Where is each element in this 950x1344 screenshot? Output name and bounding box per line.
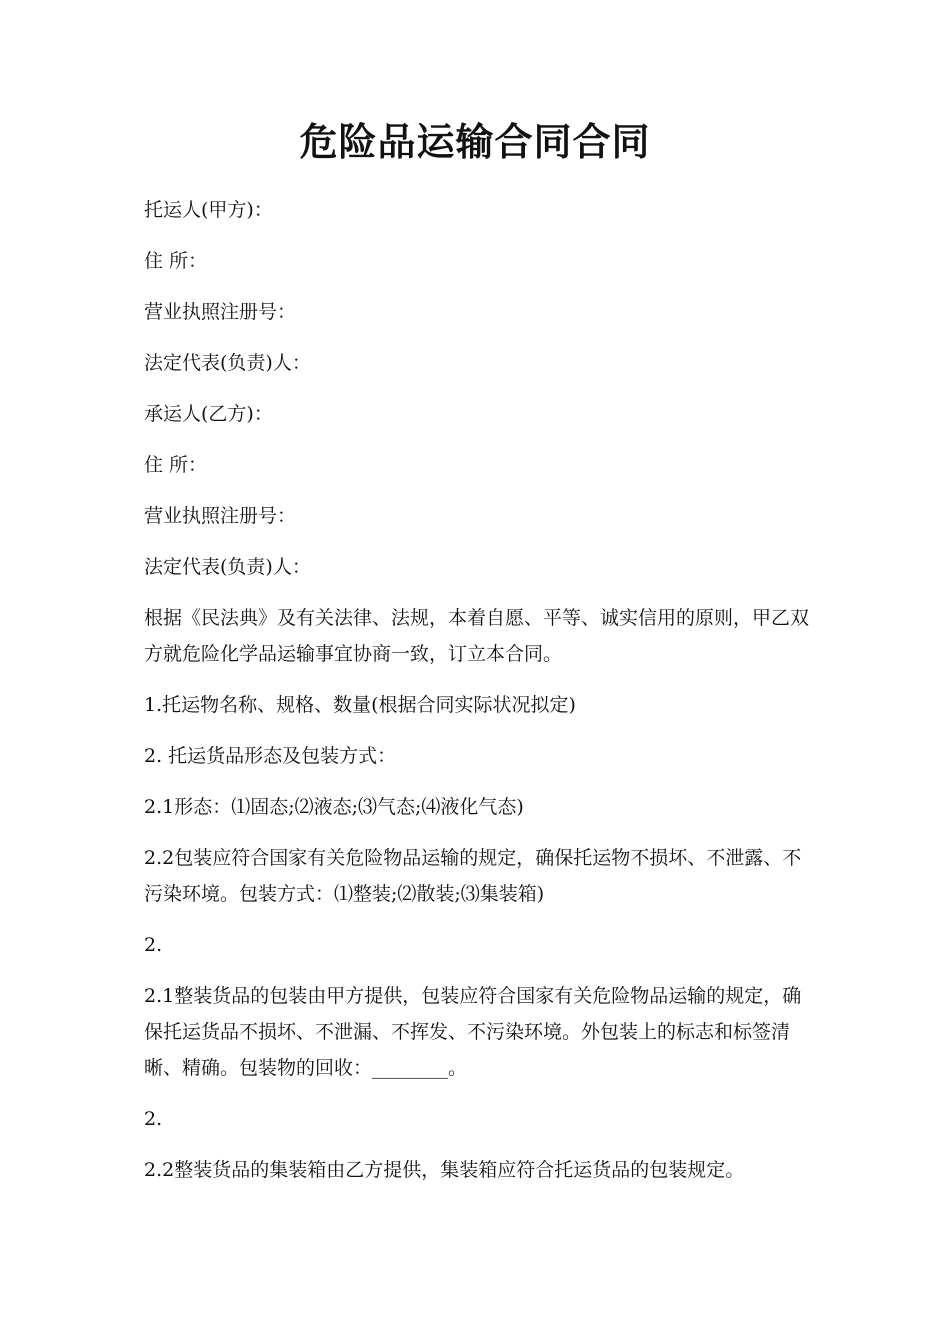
shipper-license-field: 营业执照注册号： <box>144 301 297 323</box>
carrier-representative-field: 法定代表(负责)人： <box>144 556 311 578</box>
preamble-paragraph: 根据《民法典》及有关法律、法规，本着自愿、平等、诚实信用的原则，甲乙双方就危险化学品运输事宜协商一致，订立本合同。 <box>144 607 810 665</box>
clause-2-2-container: 2.2整装货品的集装箱由乙方提供，集装箱应符合托运货品的包装规定。 <box>144 1159 745 1181</box>
clause-2: 2. 托运货品形态及包装方式： <box>144 745 397 767</box>
clause-1: 1.托运物名称、规格、数量(根据合同实际状况拟定) <box>144 694 576 716</box>
shipper-representative-field: 法定代表(负责)人： <box>144 352 311 374</box>
carrier-license-field: 营业执照注册号： <box>144 505 297 527</box>
carrier-address-field: 住 所： <box>144 454 208 476</box>
clause-2-2: 2.2包装应符合国家有关危险物品运输的规定，确保托运物不损坏、不泄露、不污染环境。包装方式：⑴整装;⑵散装;⑶集装箱) <box>144 847 802 905</box>
document-body <box>144 192 810 1203</box>
clause-2-marker-b: 2. <box>144 1108 163 1130</box>
shipper-field: 托运人(甲方)： <box>144 199 273 221</box>
clause-2-marker-a: 2. <box>144 934 163 956</box>
document-title: 危险品运输合同合同 <box>299 119 651 164</box>
carrier-field: 承运人(乙方)： <box>144 403 273 425</box>
clause-2-1: 2.1形态：⑴固态;⑵液态;⑶气态;⑷液化气态) <box>144 796 524 818</box>
shipper-address-field: 住 所： <box>144 250 208 272</box>
clause-2-1-packaging: 2.1整装货品的包装由甲方提供，包装应符合国家有关危险物品运输的规定，确保托运货品不损坏、不泄漏、不挥发、不污染环境。外包装上的标志和标签清晰、精确。包装物的回收：________。 <box>144 985 802 1079</box>
